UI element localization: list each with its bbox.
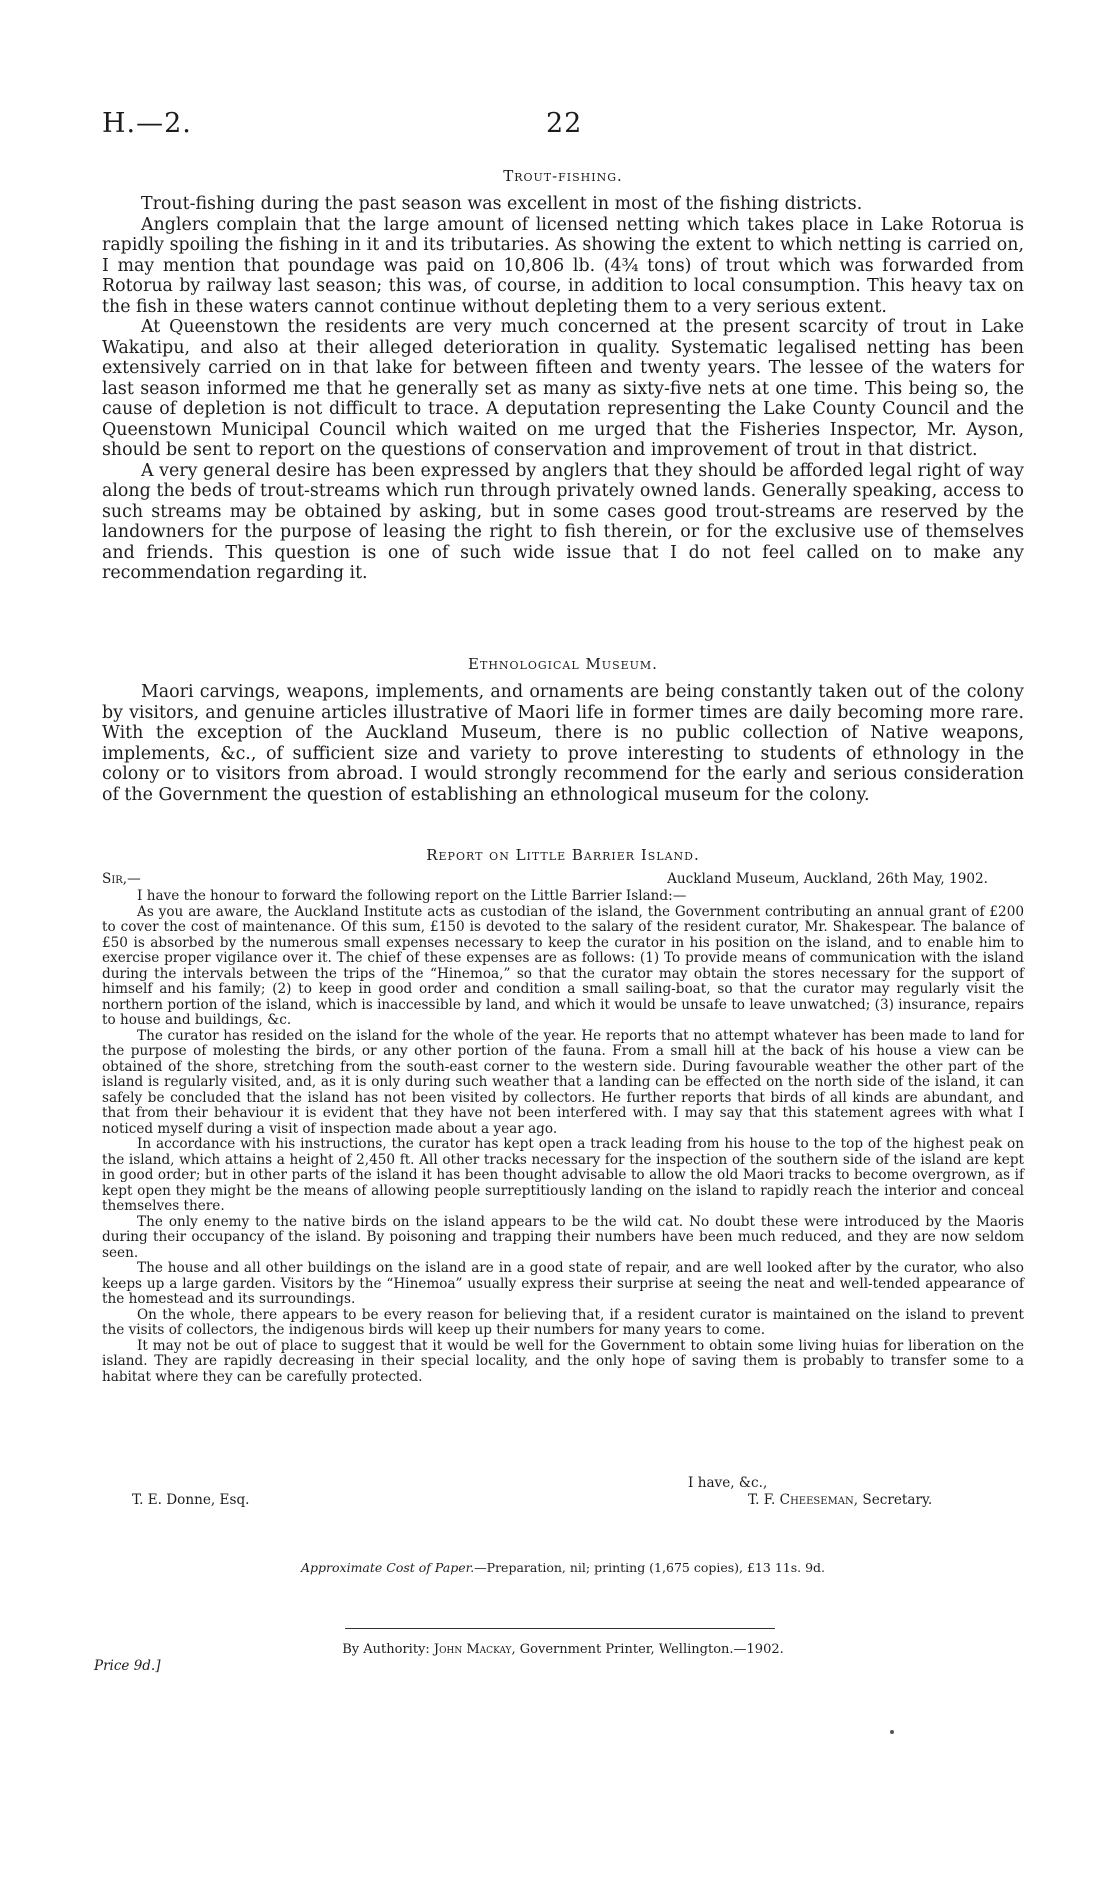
section-heading-report: Report on Little Barrier Island. bbox=[426, 846, 700, 864]
printer-suffix: , Government Printer, Wellington.—1902. bbox=[511, 1642, 784, 1657]
signature-title: Secretary. bbox=[862, 1492, 933, 1508]
paragraph: The curator has resided on the island for the whole of the year. He reports that no attempt whatever has been made to land for the purpose of molesting the birds, or any other portion of the fauna. From a small hill at the back of his house a view can be obtained of the shore, stretching from the south-east corner to the western side. During favourable weather the other part of the island is regularly visited, and, as it is only during such weather that a landing can be effected on the north side of the island, it can safely be concluded that the island has not been visited by collectors. He further reports that birds of all kinds are abundant, and that from their behaviour it is evident that they have not been interfered with. I may say that this statement agrees with what I noticed myself during a visit of inspection made about a year ago. bbox=[102, 1027, 1024, 1137]
printer-name: John Mackay bbox=[433, 1642, 512, 1657]
paragraph: A very general desire has been expressed by anglers that they should be afforded legal right of way along the beds of trout-streams which run through privately owned lands. Generally speaking, access to such streams may be obtained by asking, but in some cases good trout-streams are reserved by the landowners for the purpose of leasing the right to fish therein, or for the exclusive use of themselves and friends. This question is one of such wide issue that I do not feel called on to make any recommendation regarding it. bbox=[102, 460, 1024, 583]
signature-name: T. F. Cheeseman, bbox=[748, 1492, 859, 1508]
paragraph: The only enemy to the native birds on the island appears to be the wild cat. No doubt these were introduced by the Maoris during their occupancy of the island. By poisoning and trapping their numbers have been much reduced, and they are now seldom seen. bbox=[102, 1213, 1024, 1261]
letter-body bbox=[102, 889, 1024, 1385]
paragraph: Trout-fishing during the past season was excellent in most of the fishing districts. bbox=[141, 194, 863, 214]
paragraph: Anglers complain that the large amount of licensed netting which takes place in Lake Rotorua is rapidly spoiling the fishing in it and its tributaries. As showing the extent to which netting is carried on, I may mention that poundage was paid on 10,806 lb. (4¾ tons) of trout which was forwarded from Rotorua by railway last season; this was, of course, in addition to local consumption. This heavy tax on the fish in these waters cannot continue without depleting them to a very serious extent. bbox=[102, 214, 1024, 317]
page-number: 22 bbox=[546, 108, 583, 139]
paper-reference: H.—2. bbox=[102, 108, 192, 139]
trout-fishing-body bbox=[102, 194, 1024, 584]
paragraph: On the whole, there appears to be every reason for believing that, if a resident curator is maintained on the island to prevent the visits of collectors, the indigenous birds will keep up their numbers for many years to come. bbox=[102, 1306, 1024, 1338]
signature bbox=[748, 1493, 932, 1509]
paragraph: In accordance with his instructions, the curator has kept open a track leading from his house to the top of the highest peak on the island, which attains a height of 2,450 ft. All other tracks necessary for the inspection of the southern side of the island are kept in good order; but in other parts of the island it has been thought advisable to allow the old Maori tracks to become overgrown, as if kept open they might be the means of allowing people surreptitiously landing on the island to rapidly reach the interior and conceal themselves there. bbox=[102, 1136, 1024, 1214]
paragraph: It may not be out of place to suggest that it would be well for the Government to obtain some living huias for liberation on the island. They are rapidly decreasing in their special locality, and the only hope of saving them is probably to transfer some to a habitat where they can be carefully protected. bbox=[102, 1337, 1024, 1385]
paragraph: As you are aware, the Auckland Institute acts as custodian of the island, the Government contributing an annual grant of £200 to cover the cost of maintenance. Of this sum, £150 is devoted to the salary of the resident curator, Mr. Shakespear. The balance of £50 is absorbed by the numerous small expenses necessary to keep the curator in his position on the island, and to enable him to exercise proper vigilance over it. The chief of these expenses are as follows: (1) To provide means of communication with the island during the intervals between the trips of the “Hinemoa,” so that the curator may obtain the stores necessary for the support of himself and his family; (2) to keep in good order and condition a small sailing-boat, so that the curator may regularly visit the northern portion of the island, which is inaccessible by land, and which it would be unsafe to leave unwatched; (3) insurance, repairs to house and buildings, &c. bbox=[102, 903, 1024, 1028]
paragraph: At Queenstown the residents are very much concerned at the present scarcity of trout in Lake Wakatipu, and also at their alleged deterioration in quality. Systematic legalised netting has been extensively carried on in that lake for between fifteen and twenty years. The lessee of the waters for last season informed me that he generally set as many as sixty-five nets at one time. This being so, the cause of depletion is not difficult to trace. A deputation representing the Lake County Council and the Queenstown Municipal Council which waited on me urged that the Fisheries Inspector, Mr. Ayson, should be sent to report on the questions of conservation and improvement of trout in that district. bbox=[102, 317, 1024, 460]
signature-row bbox=[102, 1493, 1024, 1509]
salutation: Sir,— bbox=[102, 871, 141, 887]
footer-rule bbox=[345, 1628, 775, 1629]
section-heading-trout-fishing: Trout-fishing. bbox=[503, 167, 623, 185]
cost-text: —Preparation, nil; printing (1,675 copies), £13 11s. 9d. bbox=[474, 1560, 826, 1575]
price-label: Price 9d.] bbox=[94, 1658, 161, 1674]
cost-of-paper-note bbox=[102, 1560, 1024, 1575]
letter-header-row bbox=[102, 872, 1024, 888]
section-heading-ethnological-museum: Ethnological Museum. bbox=[468, 655, 658, 673]
dateline: Auckland Museum, Auckland, 26th May, 1902. bbox=[667, 871, 988, 887]
closing-phrase: I have, &c., bbox=[688, 1475, 768, 1491]
ethnological-museum-body bbox=[102, 682, 1024, 805]
paragraph: The house and all other buildings on the island are in a good state of repair, and are well looked after by the curator, who also keeps up a large garden. Visitors by the “Hinemoa” usually express their surprise at seeing the neat and well-tended appearance of the homestead and its surroundings. bbox=[102, 1260, 1024, 1307]
cost-label: Approximate Cost of Paper. bbox=[300, 1560, 475, 1575]
paragraph: I have the honour to forward the following report on the Little Barrier Island:— bbox=[137, 888, 687, 904]
printer-imprint bbox=[102, 1642, 1024, 1657]
printer-prefix: By Authority: bbox=[342, 1642, 434, 1657]
paragraph: Maori carvings, weapons, implements, and ornaments are being constantly taken out of the colony by visitors, and genuine articles illustrative of Maori life in former times are daily becoming more rare. With the exception of the Auckland Museum, there is no public collection of Native weapons, implements, &c., of sufficient size and variety to prove interesting to students of ethnology in the colony or to visitors from abroad. I would strongly recommend for the early and serious consideration of the Government the question of establishing an ethnological museum for the colony. bbox=[102, 682, 1024, 805]
addressee: T. E. Donne, Esq. bbox=[132, 1492, 250, 1508]
stray-mark bbox=[890, 1730, 894, 1734]
